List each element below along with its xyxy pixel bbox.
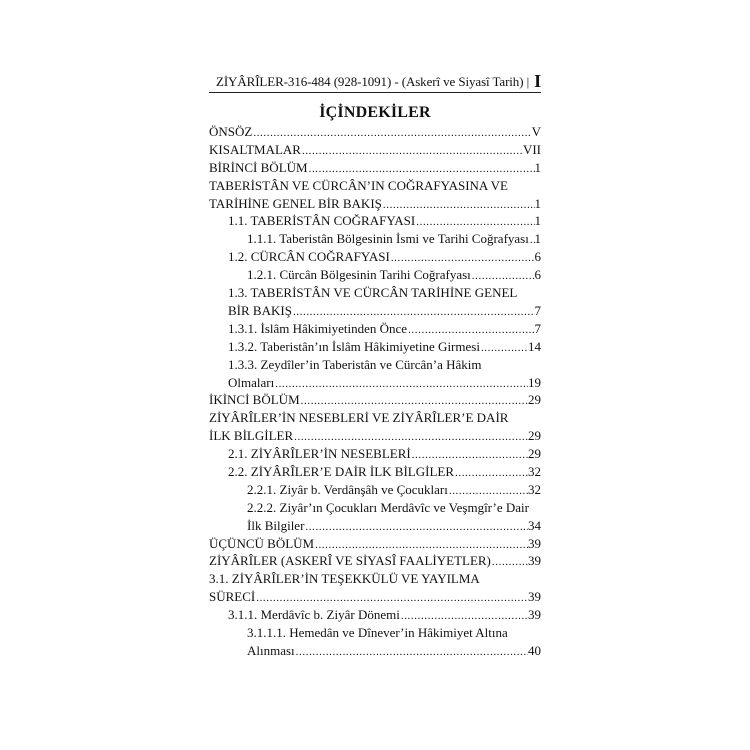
toc-entry[interactable] [209,230,541,248]
toc-entry-label: BİRİNCİ BÖLÜM [209,159,308,175]
toc-entry[interactable] [209,356,541,392]
toc-entry-page: 39 [528,535,541,551]
toc-entry-label: ÖNSÖZ [209,124,253,139]
toc-entry-label: 1.2.1. Cürcân Bölgesinin Tarihi Coğrafyası [247,267,471,283]
toc-entry-label: SÜRECİ [209,589,256,605]
toc-entry-page: V [531,124,541,139]
toc-entry-label: 1.3.2. Taberistân’ın İslâm Hâkimiyetine Girmesi [228,338,480,354]
toc-entry[interactable] [209,266,541,284]
toc-entry-label: BİR BAKIŞ [228,302,292,318]
toc-entry-label: 1.2. CÜRCÂN COĞRAFYASI [228,249,390,265]
toc-entry-label-line1: 1.3.3. Zeydîler’in Taberistân ve Cürcân’a Hâkim [228,356,482,372]
toc-entry-page: 39 [528,607,541,623]
toc-entry[interactable] [209,391,541,409]
toc-entry[interactable] [209,535,541,553]
toc-entry-label: İKİNCİ BÖLÜM [209,392,300,408]
toc-entry[interactable] [209,123,541,141]
toc-entry-label: İlk Bilgiler [247,517,305,533]
toc-entry-label-line1: 2.2.2. Ziyâr’ın Çocukları Merdâvîc ve Veşmgîr’e Dair [247,499,529,515]
toc-entry[interactable] [209,570,541,606]
toc-entry-page: 6 [534,267,541,283]
toc-entry[interactable] [209,552,541,570]
toc-entry-page: 32 [528,463,541,479]
toc-entry-label: 2.2.1. Ziyâr b. Verdânşâh ve Çocukları [247,481,448,497]
toc-entry-page: 6 [534,249,541,265]
toc-entry[interactable] [209,338,541,356]
toc-entry-page: 7 [534,302,541,318]
toc-entry-page: 7 [534,320,541,336]
toc-entry[interactable] [209,409,541,445]
page-folio: I [534,71,541,91]
toc-entry-label: 1.1.1. Taberistân Bölgesinin İsmi ve Tarihi Coğrafyası [247,231,529,247]
toc-entry-label: 1.3.1. İslâm Hâkimiyetinden Önce [228,320,408,336]
toc-entry-label-line1: ZİYÂRÎLER’İN NESEBLERİ VE ZİYÂRÎLER’E DAİR [209,410,509,426]
toc-entry-page: 32 [528,481,541,497]
toc-entry-label: TARİHİNE GENEL BİR BAKIŞ [209,195,382,211]
toc-entry[interactable] [209,212,541,230]
toc-entry[interactable] [209,284,541,320]
toc-entry-page: 19 [528,374,541,390]
toc-entry-page: 1 [534,213,541,229]
running-title: ZİYÂRÎLER-316-484 (928-1091) - (Askerî ve Siyasî Tarih) | [215,74,530,89]
toc-entry-label: 2.1. ZİYÂRÎLER’İN NESEBLERİ [228,446,411,462]
header-rule [209,92,541,93]
toc-entry[interactable] [209,445,541,463]
toc-entry[interactable] [209,141,541,159]
toc-entry-page: 39 [528,553,541,569]
toc-entry-page: 40 [528,642,541,658]
toc-entry[interactable] [209,499,541,535]
toc-entry-label: ÜÇÜNCÜ BÖLÜM [209,535,315,551]
dot-leader [295,644,528,662]
toc-entry-page: 29 [528,392,541,408]
toc-entry-page: VII [522,141,541,157]
toc-entry-page: 14 [528,338,541,354]
toc-entry-label: 2.2. ZİYÂRÎLER’E DAİR İLK BİLGİLER [228,463,455,479]
toc-entry-label: Olmaları [228,374,275,390]
toc-entry-label: 1.1. TABERİSTÂN COĞRAFYASI [228,213,416,229]
toc-entry[interactable] [209,463,541,481]
toc-entry[interactable] [209,624,541,660]
toc-title: İÇİNDEKİLER [319,104,431,121]
toc-entry-label-line1: 1.3. TABERİSTÂN VE CÜRCÂN TARİHİNE GENEL [228,285,518,301]
toc-entry-page: 1 [534,195,541,211]
toc-entry-page: 29 [528,428,541,444]
table-of-contents [209,123,541,660]
toc-entry[interactable] [209,177,541,213]
toc-entry-page: 39 [528,589,541,605]
toc-entry[interactable] [209,481,541,499]
toc-entry-label: İLK BİLGİLER [209,428,294,444]
toc-entry-page: 29 [528,446,541,462]
running-header [209,64,541,90]
toc-entry-page: 1 [534,231,541,247]
toc-entry-label-line1: TABERİSTÂN VE CÜRCÂN’IN COĞRAFYASINA VE [209,177,508,193]
toc-entry-label: 3.1.1. Merdâvîc b. Ziyâr Dönemi [228,607,400,623]
toc-entry[interactable] [209,320,541,338]
toc-entry-page: 34 [528,517,541,533]
toc-entry-page: 1 [534,159,541,175]
toc-entry-label: KISALTMALAR [209,141,301,157]
toc-entry[interactable] [209,248,541,266]
toc-entry-label: Alınması [247,642,295,658]
toc-entry[interactable] [209,606,541,624]
toc-entry-label: ZİYÂRÎLER (ASKERÎ VE SİYASÎ FAALİYETLER) [209,553,491,569]
toc-entry-label-line1: 3.1. ZİYÂRÎLER’İN TEŞEKKÜLÜ VE YAYILMA [209,571,480,587]
toc-entry[interactable] [209,159,541,177]
toc-entry-label-line1: 3.1.1.1. Hemedân ve Dînever’in Hâkimiyet Altına [247,625,508,641]
